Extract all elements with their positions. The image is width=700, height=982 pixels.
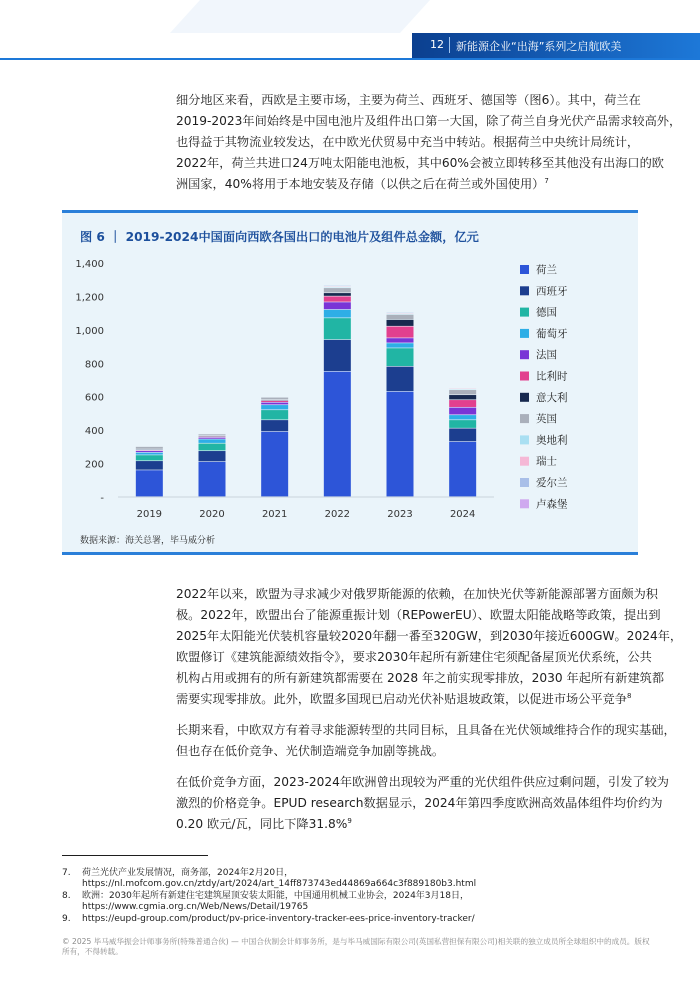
legend-swatch	[520, 414, 529, 423]
y-tick-label: 1,400	[75, 259, 104, 270]
figure-bottom-border	[62, 552, 638, 555]
footnote-text: 欧洲：2030年起所有新建住宅建筑屋顶安装太阳能，中国通用机械工业协会，2024年3月18日，	[82, 891, 469, 901]
bar-segment	[261, 398, 288, 400]
p2-last-text: 需要实现零排放。此外，欧盟多国现已启动光伏补贴退坡政策，以促进市场公平竞争	[176, 692, 627, 706]
bar-segment	[136, 461, 163, 470]
bar-segment	[449, 400, 476, 407]
bar-segment	[136, 470, 163, 496]
footnote-number: 9.	[62, 914, 71, 924]
footnote-rule	[62, 855, 208, 856]
bar-segment	[449, 420, 476, 428]
legend-label: 德国	[536, 306, 557, 319]
x-tick-label: 2023	[387, 509, 413, 520]
p1-last-text: 洲国家，40%将用于本地安装及存储（以供之后在荷兰或外国使用）	[176, 177, 545, 191]
legend-swatch	[520, 393, 529, 402]
bar-segment	[136, 455, 163, 460]
bar-segment	[324, 310, 351, 318]
bar-segment	[324, 340, 351, 371]
legend-swatch	[520, 265, 529, 274]
bar-segment	[324, 288, 351, 292]
bar-segment	[261, 420, 288, 431]
legend-swatch	[520, 329, 529, 338]
y-tick-label: 600	[84, 392, 104, 404]
bar-segment	[387, 320, 414, 326]
bar-segment	[261, 410, 288, 419]
x-tick-label: 2019	[136, 509, 163, 520]
legend-label: 瑞士	[536, 455, 557, 468]
p2-line: 2025年太阳能光伏装机容量较2020年翻一番至320GW，到2030年接近600GW。2024年，	[176, 629, 683, 643]
y-tick-label: 800	[84, 359, 104, 371]
bar-segment	[324, 372, 351, 497]
bar-segment	[387, 348, 414, 366]
bar-segment	[449, 395, 476, 399]
page-number: 12	[430, 38, 444, 51]
footnote-ref-9[interactable]: 9	[347, 816, 352, 825]
header-rule	[0, 58, 700, 60]
legend-swatch	[520, 435, 529, 444]
bar-segment	[324, 318, 351, 339]
page-header	[0, 0, 700, 60]
bar-segment	[199, 434, 226, 435]
legend-swatch	[520, 499, 529, 508]
p4-last-text: 0.20 欧元/瓦，同比下降31.8%	[176, 817, 348, 831]
p2-line: 欧盟修订《建筑能源绩效指令》，要求2030年起所有新建住宅须配备屋顶光伏系统，公共	[176, 650, 652, 664]
bar-segment	[136, 453, 163, 455]
bar-segment	[136, 451, 163, 452]
legend-label: 奥地利	[536, 434, 568, 447]
y-tick-label: 1,000	[75, 325, 104, 337]
p4-line: 激烈的价格竞争。EPUD research数据显示，2024年第四季度欧洲高效晶体组件均价约为	[176, 796, 663, 810]
bar-segment	[449, 415, 476, 419]
legend-swatch	[520, 350, 529, 359]
p3-line: 但也存在低价竞争、光伏制造端竞争加剧等挑战。	[176, 744, 445, 758]
bar-segment	[387, 343, 414, 347]
bar-segment	[449, 442, 476, 497]
bar-segment	[324, 293, 351, 296]
legend-swatch	[520, 308, 529, 317]
bar-segment	[199, 444, 226, 451]
figure-title: 图 6 ｜ 2019-2024中国面向西欧各国出口的电池片及组件总金额，亿元	[80, 230, 479, 244]
legend-label: 法国	[536, 349, 557, 362]
bar-segment	[324, 302, 351, 309]
legend-label: 荷兰	[536, 264, 557, 276]
legend-label: 爱尔兰	[536, 477, 568, 489]
legend-swatch	[520, 372, 529, 381]
bar-segment	[261, 432, 288, 497]
paragraph-3	[176, 720, 676, 762]
bar-segment	[387, 338, 414, 342]
bar-segment	[136, 447, 163, 449]
bar-segment	[387, 392, 414, 497]
x-tick-label: 2024	[449, 509, 476, 520]
paragraph-4	[176, 772, 669, 835]
p1-line: 2019-2023年间始终是中国电池片及组件出口第一大国，除了荷兰自身光伏产品需求较高外，	[176, 114, 682, 128]
footnote-number: 8.	[62, 891, 71, 901]
footnote-ref-7[interactable]: 7	[544, 176, 549, 185]
header-separator	[449, 37, 450, 53]
p2-line: 机构占用或拥有的所有新建筑都需要在 2028 年之前实现零排放，2030 年起所有新建筑都	[176, 671, 665, 685]
series-title: 新能源企业“出海”系列之启航欧美	[456, 40, 622, 53]
p1-line: 2022年，荷兰共进口24万吨太阳能电池板，其中60%会被立即转移至其他没有出海口的欧	[176, 156, 664, 170]
bar-segment	[387, 327, 414, 338]
legend-swatch	[520, 286, 529, 295]
y-tick-label: 1,200	[75, 292, 104, 304]
bar-segment	[449, 428, 476, 441]
legend-label: 英国	[536, 413, 557, 426]
legend-label: 比利时	[536, 370, 568, 383]
bar-segment	[324, 296, 351, 301]
bar-segment	[199, 438, 226, 439]
p2-line: 极。2022年，欧盟出台了能源重振计划（REPowerEU）、欧盟太阳能战略等政策，提出到	[176, 608, 661, 622]
bar-segment	[199, 462, 226, 497]
copyright-notice: © 2025 毕马威华振会计师事务所(特殊普通合伙) — 中国合伙制会计师事务所，是与毕马威国际有限公司(英国私营担保有限公司)相关联的独立成员所全球组织中的成员。版权所有，不得转载。	[62, 937, 650, 956]
bar-segment	[261, 403, 288, 405]
footnote-ref-8[interactable]: 8	[626, 691, 632, 700]
p2-line: 2022年以来，欧盟为寻求减少对俄罗斯能源的依赖，在加快光伏等新能源部署方面颇为积	[176, 587, 658, 601]
bar-segment	[449, 390, 476, 394]
bar-segment	[449, 408, 476, 415]
stacked-bar-chart	[62, 250, 638, 530]
p1-line: 也得益于其物流业较发达，在中欧光伏贸易中充当中转站。根据荷兰中央统计局统计，	[176, 135, 640, 149]
legend-swatch	[520, 478, 529, 487]
y-tick-label: 200	[84, 459, 104, 471]
y-tick-label: 400	[84, 426, 104, 438]
paragraph-2	[176, 584, 683, 710]
y-tick-label: -	[100, 493, 104, 504]
footnote-link[interactable]: https://nl.mofcom.gov.cn/ztdy/art/2024/art_14ff873743ed44869a664c3f889180b3.html	[82, 879, 477, 889]
p2-line	[176, 689, 642, 710]
legend-label: 卢森堡	[536, 498, 568, 511]
bar-segment	[387, 367, 414, 391]
bar-segment	[261, 401, 288, 402]
p3-line: 长期来看，中欧双方有着寻求能源转型的共同目标，且具备在光伏领域维持合作的现实基础，	[176, 723, 676, 737]
x-tick-label: 2022	[324, 509, 351, 520]
legend-swatch	[520, 457, 529, 466]
footnote-link[interactable]: https://www.cgmia.org.cn/Web/News/Detail/19765	[82, 902, 309, 912]
p1-line	[176, 174, 642, 195]
p4-line: 在低价竞争方面，2023-2024年欧洲曾出现较为严重的光伏组件供应过剩问题，引发了较为	[176, 775, 669, 789]
legend-label: 葡萄牙	[536, 327, 568, 340]
bar-segment	[261, 405, 288, 409]
figure-top-border	[62, 210, 638, 213]
paragraph-1	[176, 90, 682, 195]
bar-segment	[199, 439, 226, 443]
legend-label: 西班牙	[536, 285, 568, 298]
bar-segment	[199, 451, 226, 461]
footnote-text: 荷兰光伏产业发展情况，商务部，2024年2月20日，	[82, 868, 294, 878]
p1-line: 细分地区来看，西欧是主要市场，主要为荷兰、西班牙、德国等（图6）。其中，荷兰在	[176, 93, 641, 107]
x-tick-label: 2020	[199, 509, 225, 520]
x-tick-label: 2021	[261, 509, 288, 520]
footnote-link[interactable]: https://eupd-group.com/product/pv-price-inventory-tracker-ees-price-inventory-tracker/	[82, 914, 475, 924]
p4-line	[176, 814, 642, 835]
figure-source: 数据来源：海关总署，毕马威分析	[80, 536, 216, 546]
bar-segment	[387, 315, 414, 319]
footnote-number: 7.	[62, 868, 71, 878]
legend-label: 意大利	[536, 391, 568, 404]
